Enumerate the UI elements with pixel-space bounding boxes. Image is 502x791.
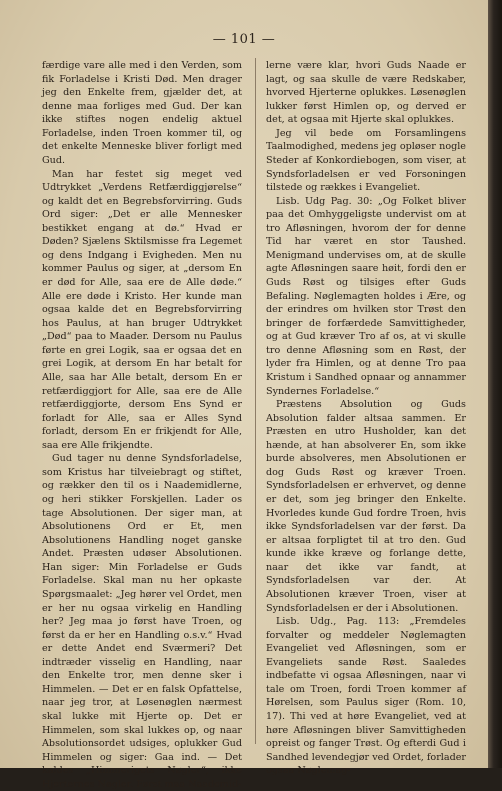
page-number: — 101 — bbox=[212, 32, 276, 47]
left-column bbox=[42, 59, 242, 790]
column-divider bbox=[255, 58, 256, 744]
paragraph: Jeg vil bede om Forsamlingens Taalmodighed, medens jeg opløser nogle Steder af Konkordiebogen, som viser, at Syndsforladelsen er ved Forsoningen tilstede og rækkes i Evangeliet. bbox=[266, 127, 466, 194]
book-spine-shadow bbox=[488, 0, 502, 768]
paragraph: Lisb. Udg Pag. 30: „Og Folket bliver paa det Omhyggeligste undervist om at tro Afløsningen, hvorom der for denne Tid har været en stor Taushed. Menigmand undervises om, at de skulle agte Afløsningen saare høit, fordi den er Guds Røst og tilsiges efter Guds Befaling. Nøglemagten holdes i Ære, og der erindres om hvilken stor Trøst den bringer de forfærdede Samvittigheder, og at Gud kræver Tro af os, at vi skulle tro denne Afløsning som en Røst, der lyder fra Himlen, og at denne Tro paa Kristum i Sandhed opnaar og annammer Syndernes Forladelse.“ bbox=[266, 195, 466, 397]
paragraph: Gud tager nu denne Syndsforladelse, som Kristus har tilveiebragt og stiftet, og rækker den til os i Naademidlerne, og heri stikker Forskjellen. Lader os tage Absolutionen. Der siger man, at Absolutionens Ord er Et, men Absolutionens Handling noget ganske Andet. Præsten udøser Absolutionen. Han siger: Min Forladelse er Guds Forladelse. Skal man nu her opkaste Spørgsmaalet: „Jeg hører vel Ordet, men er her nu ogsaa virkelig en Handling her? Jeg maa jo først have Troen, og først da er her en Handling o.s.v.“ Hvad er dette Andet end Sværmeri? Det indtræder visselig en Handling, naar den Enkelte tror, men denne sker i Himmelen. — Det er en falsk Opfattelse, naar jeg tror, at Løsenøglen nærmest skal lukke mit Hjerte op. Det er Himmelen, som skal lukkes op, og naar Absolutionsordet udsiges, oplukker Gud Himmelen og siger: Gaa ind. — Det kaldes „Himmerigets Nøgler“, ikke Hjerternes Nøgler. Først maa Naademid- bbox=[42, 453, 242, 790]
paragraph: færdige vare alle med i den Verden, som fik Forladelse i Kristi Død. Men drager jeg den Enkelte frem, gjælder det, at denne maa forliges med Gud. Der kan ikke stiftes nogen endelig aktuel Forladelse, inden Troen kommer til, og det enkelte Menneske bliver forligt med Gud. bbox=[42, 60, 242, 166]
paragraph: Præstens Absolution og Guds Absolution falder altsaa sammen. Er Præsten en utro Husholder, kan det hænde, at han absolverer En, som ikke burde absolveres, men Absolutionen er dog Guds Røst og kræver Troen. Syndsforladelsen er erhvervet, og denne er det, som jeg bringer den Enkelte. Hvorledes kunde Gud fordre Troen, hvis ikke Syndsforladelsen var der først. Da er altsaa forpligtet til at tro den. Gud kunde ikke kræve og forlange dette, naar det ikke var fandt, at Syndsforladelsen var der. At Absolutionen kræver Troen, viser at Syndsforladelsen er der i Absolutionen. bbox=[266, 399, 466, 614]
paragraph: Lisb. Udg., Pag. 113: „Fremdeles forvalter og meddeler Nøglemagten Evangeliet ved Afløsningen, som er Evangeliets sande Røst. Saaledes indbefatte vi ogsaa Afløsningen, naar vi tale om Troen, fordi Troen kommer af Hørelsen, som Paulus siger (Rom. 10, 17). Thi ved at høre Evangeliet, ved at høre Afløsningen bliver Samvittigheden opreist og fanger Trøst. Og efterdi Gud i Sandhed levendegjør ved Ordet, forlader ogsaa Nøglemag- bbox=[266, 616, 466, 777]
paragraph: Man har festet sig meget ved Udtrykket „Verdens Retfærdiggjørelse“ og kaldt det en Begrebsforvirring. Guds Ord siger: „Det er alle Mennesker bestikket engang at dø.“ Hvad er Døden? Sjælens Sktilsmisse fra Legemet og dens Indgang i Evigheden. Men nu kommer Paulus og siger, at „dersom En er død for Alle, saa ere de Alle døde.“ Alle ere døde i Kristo. Her kunde man ogsaa kalde det en Begrebsforvirring hos Paulus, at han bruger Udtrykket „Død“ paa to Maader. Dersom nu Paulus førte en grei Logik, saa er ogsaa det en grei Logik, at dersom En har betalt for Alle, saa har Alle betalt, dersom En er retfærdiggjort for Alle, saa ere de Alle retfærdiggjorte, dersom Ens Synd er forladt for Alle, saa er Alles Synd forladt, dersom En er frikjendt for Alle, saa ere Alle frikjendte. bbox=[42, 168, 242, 451]
right-column bbox=[266, 59, 466, 777]
paragraph: lerne være klar, hvori Guds Naade er lagt, og saa skulle de være Redskaber, hvorved Hjerterne oplukkes. Løsenøglen lukker først Himlen op, og derved er det, at ogsaa mit Hjerte skal oplukkes. bbox=[266, 60, 466, 126]
